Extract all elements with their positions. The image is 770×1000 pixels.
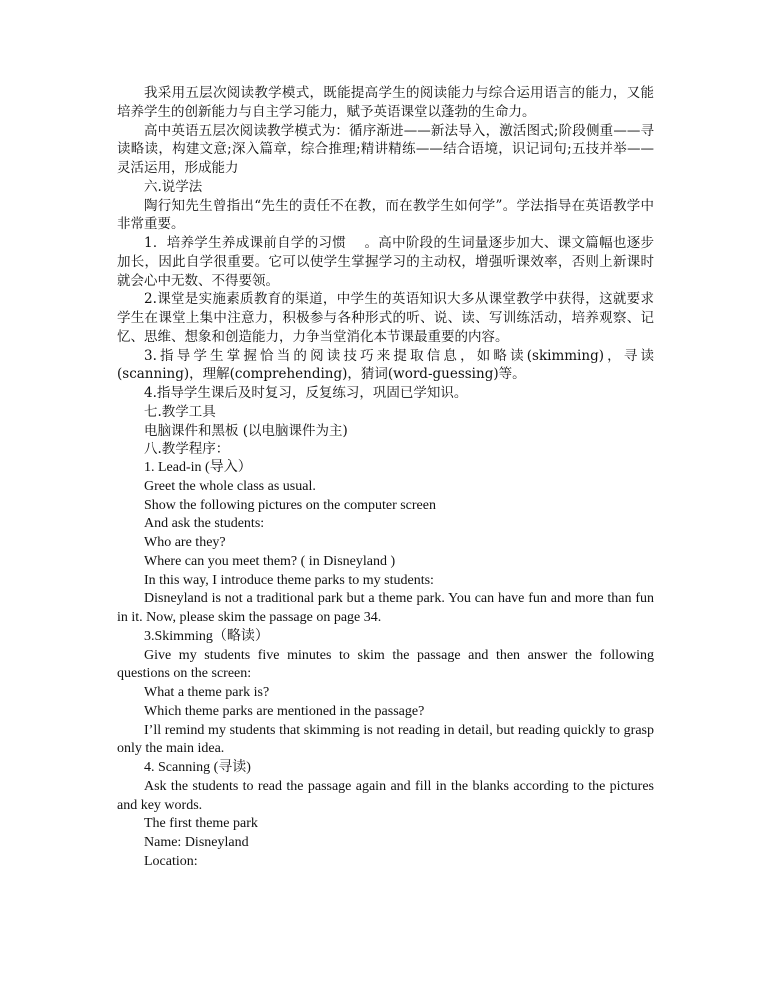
list-item-1: 1．培养学生养成课前自学的习惯 。高中阶段的生词量逐步加大、课文篇幅也逐步加长，因此自学很重要。它可以使学生掌握学习的主动权，增强听课效率，否则上新课时就会心中无数、不得要领。 xyxy=(117,235,654,289)
step-heading-scanning: 4. Scanning (寻读) xyxy=(144,760,251,775)
text-line: Who are they? xyxy=(144,535,226,550)
text-line: Name: Disneyland xyxy=(144,835,249,850)
text-line: Show the following pictures on the computer screen xyxy=(144,497,436,513)
step-heading-lead-in: 1. Lead-in (导入） xyxy=(144,460,252,475)
section-heading-procedure: 八.教学程序： xyxy=(144,441,230,458)
paragraph-skimming: Give my students five minutes to skim the passage and then answer the following questions on the screen: xyxy=(117,647,654,682)
text-line: And ask the students: xyxy=(144,516,265,532)
section-heading-tools: 七.教学工具 xyxy=(144,403,216,420)
document-page xyxy=(117,84,654,872)
text-line: Greet the whole class as usual. xyxy=(144,478,316,494)
paragraph-scanning: Ask the students to read the passage again and fill in the blanks according to the pictures and key words. xyxy=(117,778,654,813)
text-line: Where can you meet them? ( in Disneyland ) xyxy=(144,553,396,569)
paragraph-reminder: I’ll remind my students that skimming is not reading in detail, but reading quickly to grasp only the main idea. xyxy=(117,722,654,757)
text-line: In this way, I introduce theme parks to my students: xyxy=(144,572,434,588)
list-item-3: 3.指导学生掌握恰当的阅读技巧来提取信息，如略读(skimming)，寻读(scanning)，理解(comprehending)，猜词(word-guessing)等。 xyxy=(117,347,654,383)
question-line: What a theme park is? xyxy=(144,685,270,700)
paragraph-quote: 陶行知先生曾指出“先生的责任不在教，而在教学生如何学”。学法指导在英语教学中非常重要。 xyxy=(117,197,654,233)
section-heading-study-method: 六.说学法 xyxy=(144,178,203,195)
paragraph-model: 高中英语五层次阅读教学模式为：循序渐进——新法导入，激活图式;阶段侧重——寻读略读，构建文意;深入篇章，综合推理;精讲精练——结合语境，识记词句;五技并举——灵活运用，形成能力 xyxy=(117,122,654,176)
paragraph-tools: 电脑课件和黑板 (以电脑课件为主) xyxy=(144,422,348,439)
paragraph-disneyland: Disneyland is not a traditional park but a theme park. You can have fun and more than fun in it. Now, please skim the passage on page 34. xyxy=(117,591,654,625)
step-heading-skimming: 3.Skimming（略读） xyxy=(144,628,269,644)
list-item-2: 2.课堂是实施素质教育的渠道，中学生的英语知识大多从课堂教学中获得，这就要求学生在课堂上集中注意力，积极参与各种形式的听、说、读、写训练活动，培养观察、记忆、思维、想象和创造能力，力争当堂消化本节课最重要的内容。 xyxy=(117,291,654,345)
text-line: Location: xyxy=(144,853,198,869)
text-line: The first theme park xyxy=(144,816,258,832)
paragraph-intro: 我采用五层次阅读教学模式，既能提高学生的阅读能力与综合运用语言的能力，又能培养学生的创新能力与自主学习能力，赋予英语课堂以蓬勃的生命力。 xyxy=(117,85,654,120)
question-line: Which theme parks are mentioned in the passage? xyxy=(144,703,425,719)
list-item-4: 4.指导学生课后及时复习，反复练习，巩固已学知识。 xyxy=(144,385,468,401)
